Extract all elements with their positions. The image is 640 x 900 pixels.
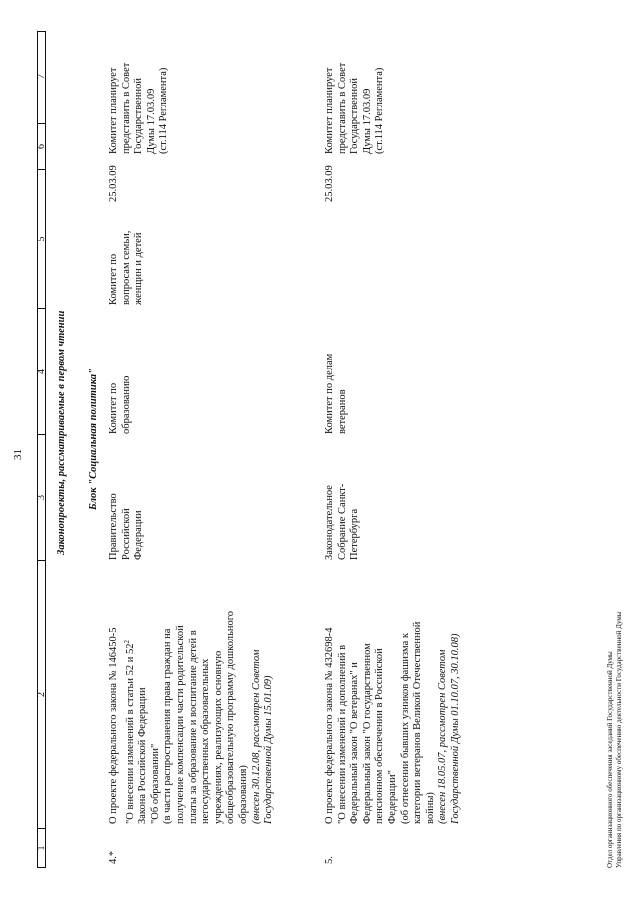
description-line: пенсионном обеспечении в Российской (374, 648, 386, 824)
column-header-row (37, 31, 46, 868)
footer (606, 612, 624, 868)
description-line: Федеральный закон "О ветеранах" и (349, 662, 361, 824)
bill-description (108, 611, 276, 824)
description-line: (в части распространения права граждан на (162, 628, 174, 824)
column-header-1: 1 (36, 845, 47, 851)
description-line: "Об образовании" (149, 743, 161, 824)
section-title: Законопроекты, рассматриваемые в первом чтении (56, 310, 67, 555)
initiator: Правительство Российской Федерации (108, 493, 145, 560)
responsible-committee: Комитет по образованию (108, 375, 132, 434)
column-header-4: 4 (38, 309, 45, 435)
submission-note: (внесен 30.12.08, рассмотрен Советом (250, 649, 262, 824)
description-line: войны) (424, 792, 436, 824)
responsible-committee: Комитет по делам ветеранов (324, 353, 348, 434)
description-line: "О внесении изменений и дополнений в (336, 644, 348, 824)
description-line: "О внесении изменений в статьи 52 и $52^2$ (122, 640, 136, 824)
page-number: 31 (12, 449, 24, 460)
description-line: получение компенсации части родительской (174, 625, 186, 824)
description-line: Федеральный закон "О государственном (361, 643, 373, 824)
description-line: негосударственных образовательных (200, 658, 212, 824)
co-executor-committee: Комитет по вопросам семьи, женщин и детей (108, 230, 145, 305)
description-line: общеобразовательную программу дошкольного (225, 610, 237, 824)
submission-note: Государственной Думы 01.10.07, 30.10.08) (449, 633, 461, 824)
description-line: Закона Российской Федерации (137, 687, 149, 824)
description-line: платы за образование и воспитание детей в (187, 630, 199, 824)
block-title: Блок "Социальная политика" (88, 368, 99, 510)
deadline-date: 25.03.09 (324, 165, 335, 202)
deadline-date: 25.03.09 (108, 165, 119, 202)
bill-description (324, 622, 463, 824)
submission-note: (внесен 18.05.07, рассмотрен Советом (437, 649, 449, 824)
description-line: образования) (237, 765, 249, 824)
description-line: (об отнесении бывших узников фашизма к (399, 633, 411, 824)
description-line: категории ветеранов Великой Отечественной (412, 621, 424, 824)
row-number: 5. (324, 856, 335, 864)
submission-note: Государственной Думы 15.01.09) (263, 675, 275, 824)
description-line: О проекте федерального закона № 432698-4 (324, 627, 335, 824)
column-header-5: 5 (38, 170, 45, 309)
remark: Комитет планирует представить в Совет Государственной Думы 17.03.09 (ст.114 Регламента) (324, 62, 386, 154)
footer-line: Отдел организационного обеспечения заседаний Государственной Думы (606, 651, 614, 868)
column-header-7: 7 (38, 30, 45, 124)
initiator: Законодательное Собрание Санкт- Петербурга (324, 483, 361, 560)
footer-line: Управления по организационному обеспечению деятельности Государственной Думы (615, 611, 623, 868)
column-header-3: 3 (38, 435, 45, 561)
description-line: Федерации" (386, 770, 398, 824)
column-header-6: 6 (38, 124, 45, 170)
description-line: О проекте федерального закона № 146450-5 (108, 627, 119, 824)
row-number: 4.* (108, 850, 119, 864)
description-line: учреждениях, реализующих основную (212, 650, 224, 824)
remark: Комитет планирует представить в Совет Государственной Думы 17.03.09 (ст.114 Регламента) (108, 62, 170, 154)
column-header-2: 2 (38, 561, 45, 829)
superscript: 2 (122, 640, 131, 644)
